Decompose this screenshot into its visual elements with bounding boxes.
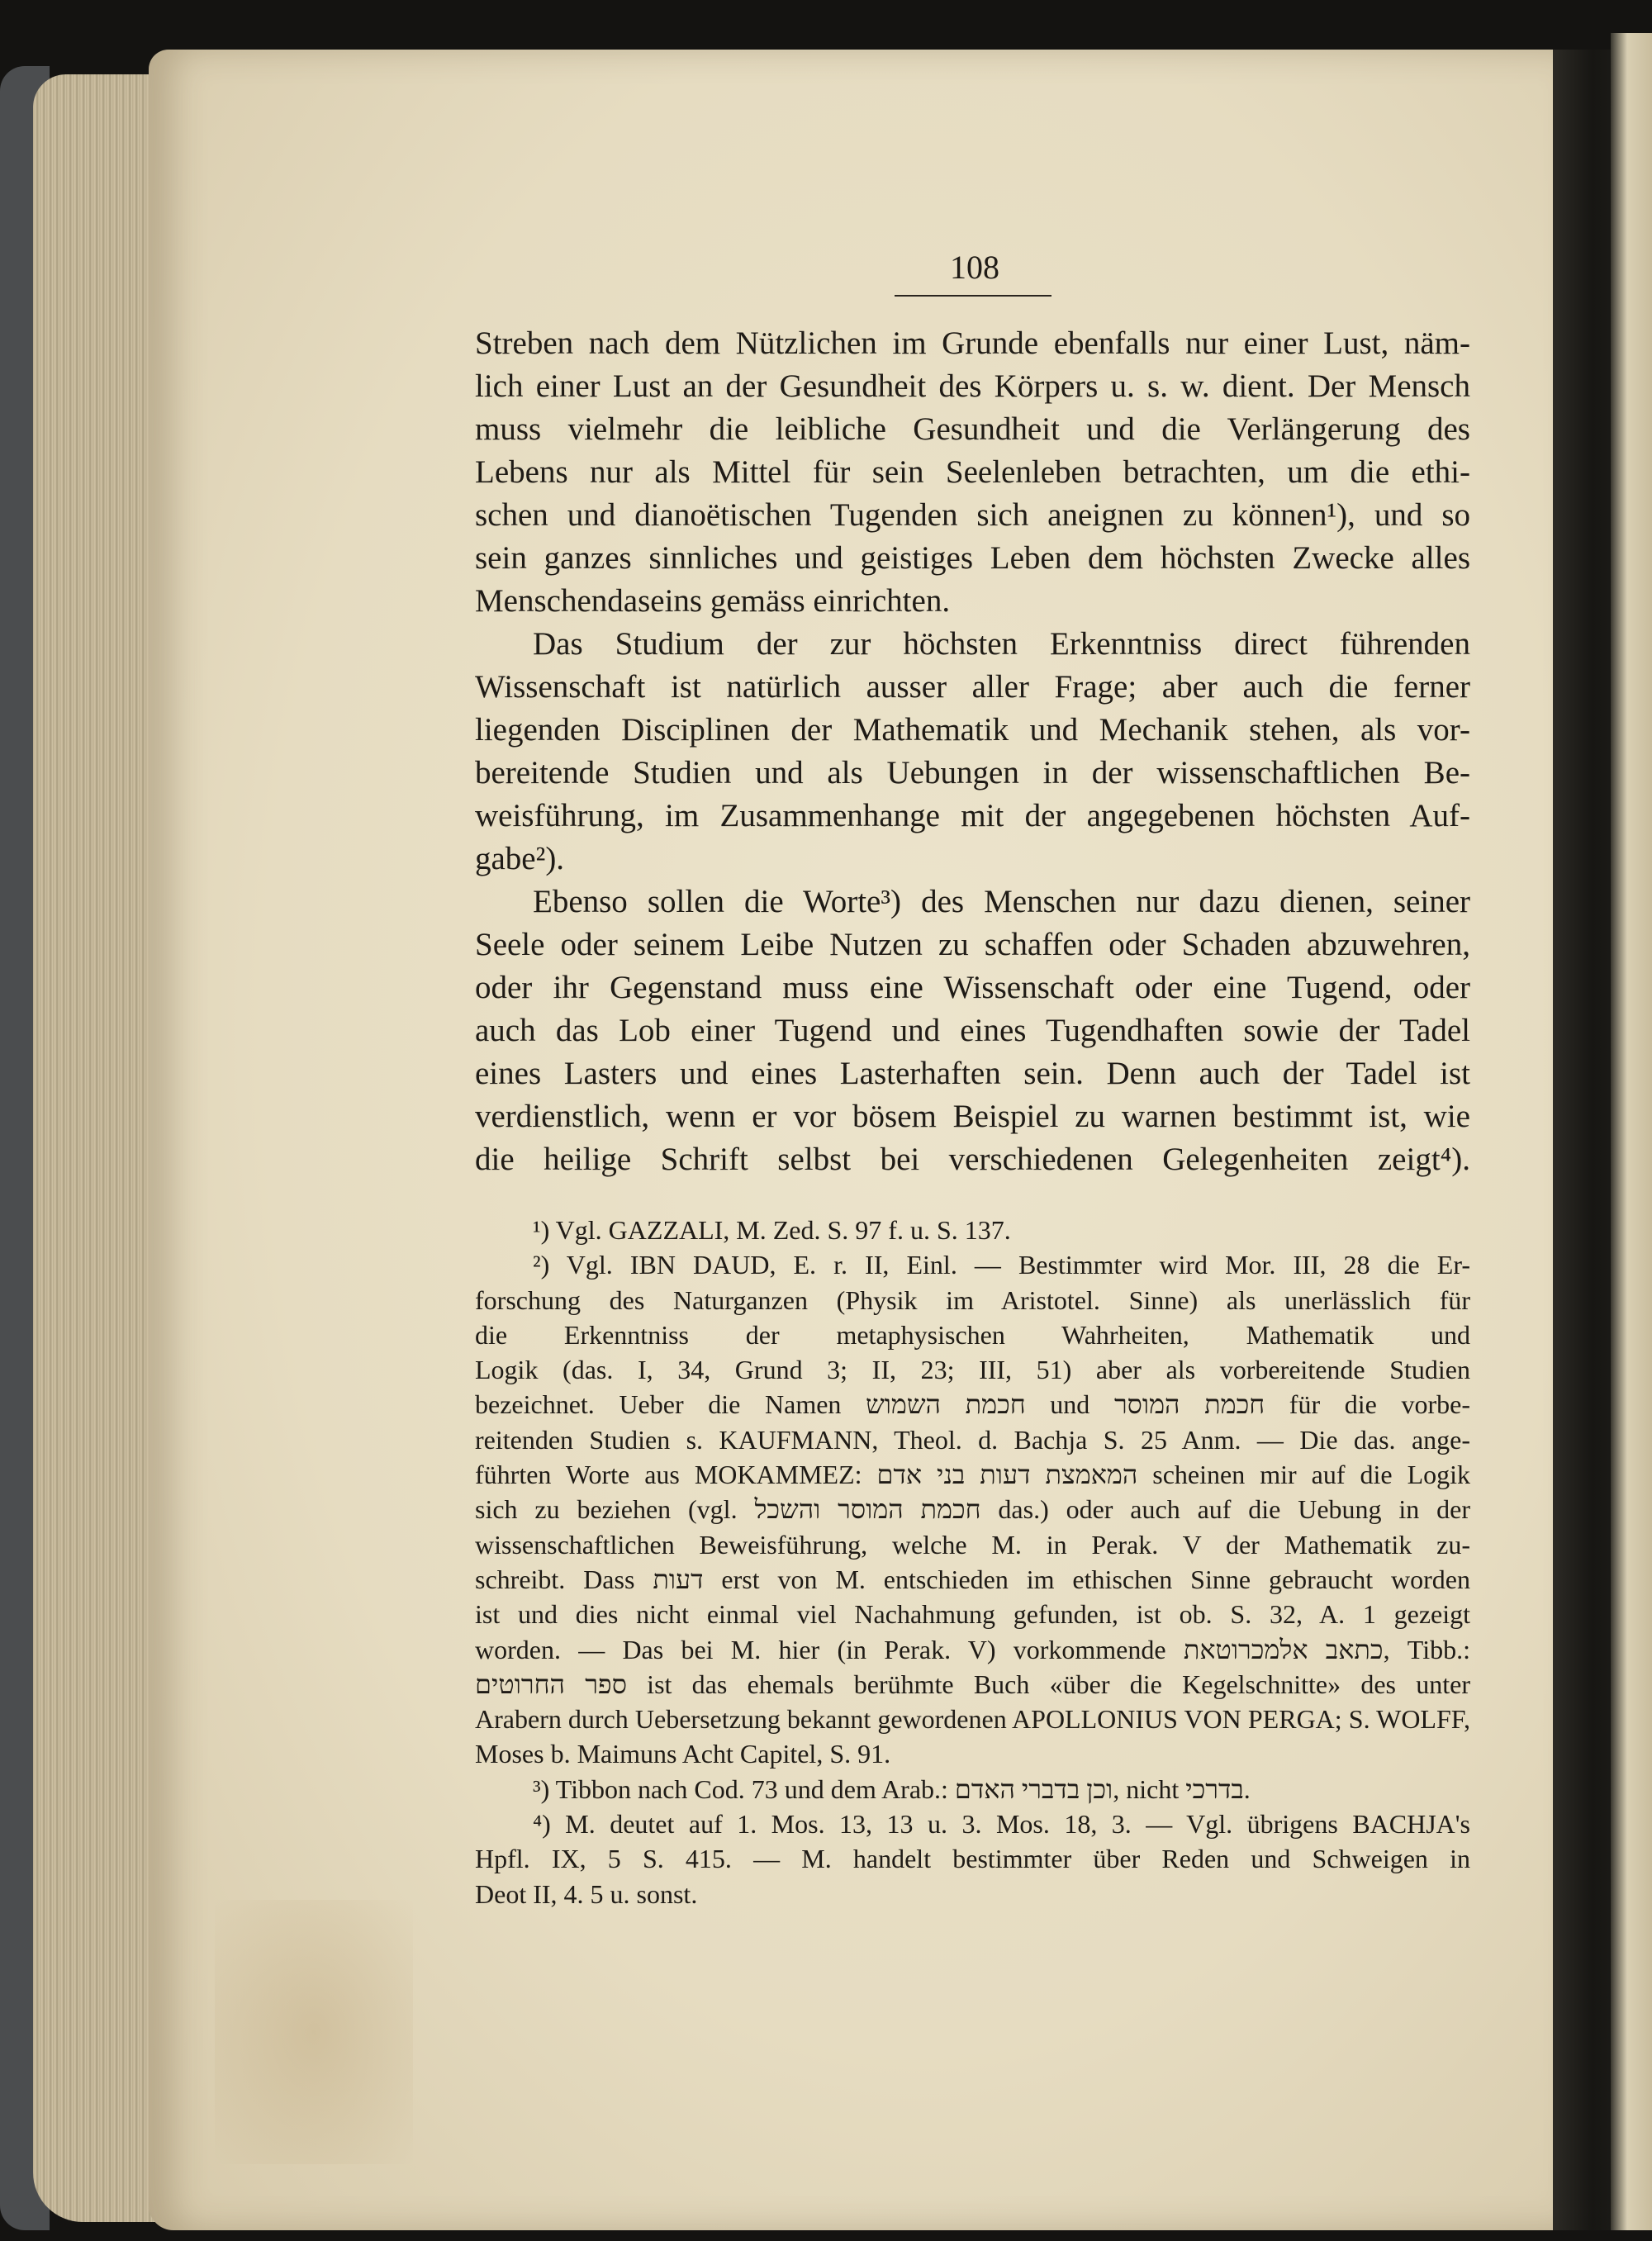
footnote-line: worden. — Das bei M. hier (in Perak. V) vorkommende כתאב אלמכרוטאת, Tibb.:	[475, 1634, 1470, 1664]
text-line: eines Lasters und eines Lasterhaften sein. Denn auch der Tadel ist	[475, 1056, 1470, 1091]
text-line: Streben nach dem Nützlichen im Grunde ebenfalls nur einer Lust, näm-	[475, 325, 1470, 361]
facing-page-edge	[1611, 33, 1652, 2230]
text-line: sein ganzes sinnliches und geistiges Leben dem höchsten Zwecke alles	[475, 540, 1470, 576]
text-line: bereitende Studien und als Uebungen in der wissenschaftlichen Be-	[475, 755, 1470, 791]
paper-stain	[215, 1900, 413, 2164]
footnote-line: Arabern durch Uebersetzung bekannt gewordenen APOLLONIUS VON PERGA; S. WOLFF,	[475, 1704, 1470, 1735]
footnote-line: bezeichnet. Ueber die Namen חכמת השמוש und חכמת המוסר für die vorbe-	[475, 1389, 1471, 1420]
text-line: verdienstlich, wenn er vor bösem Beispiel zu warnen bestimmt ist, wie	[475, 1099, 1470, 1134]
text-line: liegenden Disciplinen der Mathematik und Mechanik stehen, als vor-	[475, 712, 1470, 748]
footnote-line: ²) Vgl. IBN DAUD, E. r. II, Einl. — Bestimmter wird Mor. III, 28 die Er-	[533, 1250, 1470, 1280]
footnote-line: ³) Tibbon nach Cod. 73 und dem Arab.: וכן בדברי האדם, nicht בדרכי.	[533, 1773, 1251, 1804]
text-line: die heilige Schrift selbst bei verschiedenen Gelegenheiten zeigt⁴).	[475, 1142, 1470, 1177]
footnote-line: ⁴) M. deutet auf 1. Mos. 13, 13 u. 3. Mos. 18, 3. — Vgl. übrigens BACHJA's	[533, 1809, 1470, 1840]
text-line: Seele oder seinem Leibe Nutzen zu schaffen oder Schaden abzuwehren,	[475, 927, 1470, 962]
footnote-line: Deot II, 4. 5 u. sonst.	[475, 1878, 698, 1909]
text-line: Wissenschaft ist natürlich ausser aller Frage; aber auch die ferner	[475, 669, 1470, 705]
footnote-line: Hpfl. IX, 5 S. 415. — M. handelt bestimmter über Reden und Schweigen in	[475, 1844, 1470, 1874]
text-line: Das Studium der zur höchsten Erkenntniss direct führenden	[533, 626, 1470, 662]
text-line: oder ihr Gegenstand muss eine Wissenschaft oder eine Tugend, oder	[475, 970, 1470, 1005]
text-line: schen und dianoëtischen Tugenden sich aneignen zu können¹), und so	[475, 497, 1470, 533]
footnote-line: sich zu beziehen (vgl. חכמת המוסר והשכל das.) oder auch auf die Uebung in der	[475, 1494, 1471, 1525]
footnote-line: die Erkenntniss der metaphysischen Wahrheiten, Mathematik und	[475, 1319, 1470, 1350]
page-number: 108	[950, 249, 999, 286]
footnote-line: forschung des Naturganzen (Physik im Aristotel. Sinne) als unerlässlich für	[475, 1284, 1470, 1315]
footnote-line: Logik (das. I, 34, Grund 3; II, 23; III, 51) aber als vorbereitende Studien	[475, 1355, 1470, 1385]
footnote-line: ספר החרוטים ist das ehemals berühmte Buch «über die Kegelschnitte» des unter	[475, 1669, 1471, 1699]
footnote-line: ist und dies nicht einmal viel Nachahmung gefunden, ist ob. S. 32, A. 1 gezeigt	[475, 1599, 1470, 1630]
text-line: Menschendaseins gemäss einrichten.	[475, 583, 951, 619]
text-line: Lebens nur als Mittel für sein Seelenleben betrachten, um die ethi-	[475, 454, 1470, 490]
text-line: gabe²).	[475, 841, 565, 876]
footnote-line: wissenschaftlichen Beweisführung, welche M. in Perak. V der Mathematik zu-	[475, 1529, 1470, 1560]
page-stack-edge	[33, 74, 157, 2222]
text-line: weisführung, im Zusammenhange mit der angegebenen höchsten Auf-	[475, 798, 1470, 833]
text-line: auch das Lob einer Tugend und eines Tugendhaften sowie der Tadel	[475, 1013, 1470, 1048]
footnotes	[475, 1213, 1470, 1911]
main-text	[475, 322, 1470, 1181]
footnote-line: schreibt. Dass דעות erst von M. entschieden im ethischen Sinne gebraucht worden	[475, 1564, 1471, 1594]
text-line: lich einer Lust an der Gesundheit des Körpers u. s. w. dient. Der Mensch	[475, 368, 1470, 404]
footnote-line: Moses b. Maimuns Acht Capitel, S. 91.	[475, 1739, 891, 1769]
footnote-line: ¹) Vgl. GAZZALI, M. Zed. S. 97 f. u. S. 137.	[533, 1215, 1011, 1245]
header-rule	[895, 295, 1051, 297]
text-line: Ebenso sollen die Worte³) des Menschen nur dazu dienen, seiner	[533, 884, 1470, 919]
footnote-line: führten Worte aus MOKAMMEZ: המאמצת דעות בני אדם scheinen mir auf die Logik	[475, 1460, 1471, 1490]
text-line: muss vielmehr die leibliche Gesundheit und die Verlängerung des	[475, 411, 1470, 447]
footnote-line: reitenden Studien s. KAUFMANN, Theol. d. Bachja S. 25 Anm. — Die das. ange-	[475, 1424, 1470, 1455]
